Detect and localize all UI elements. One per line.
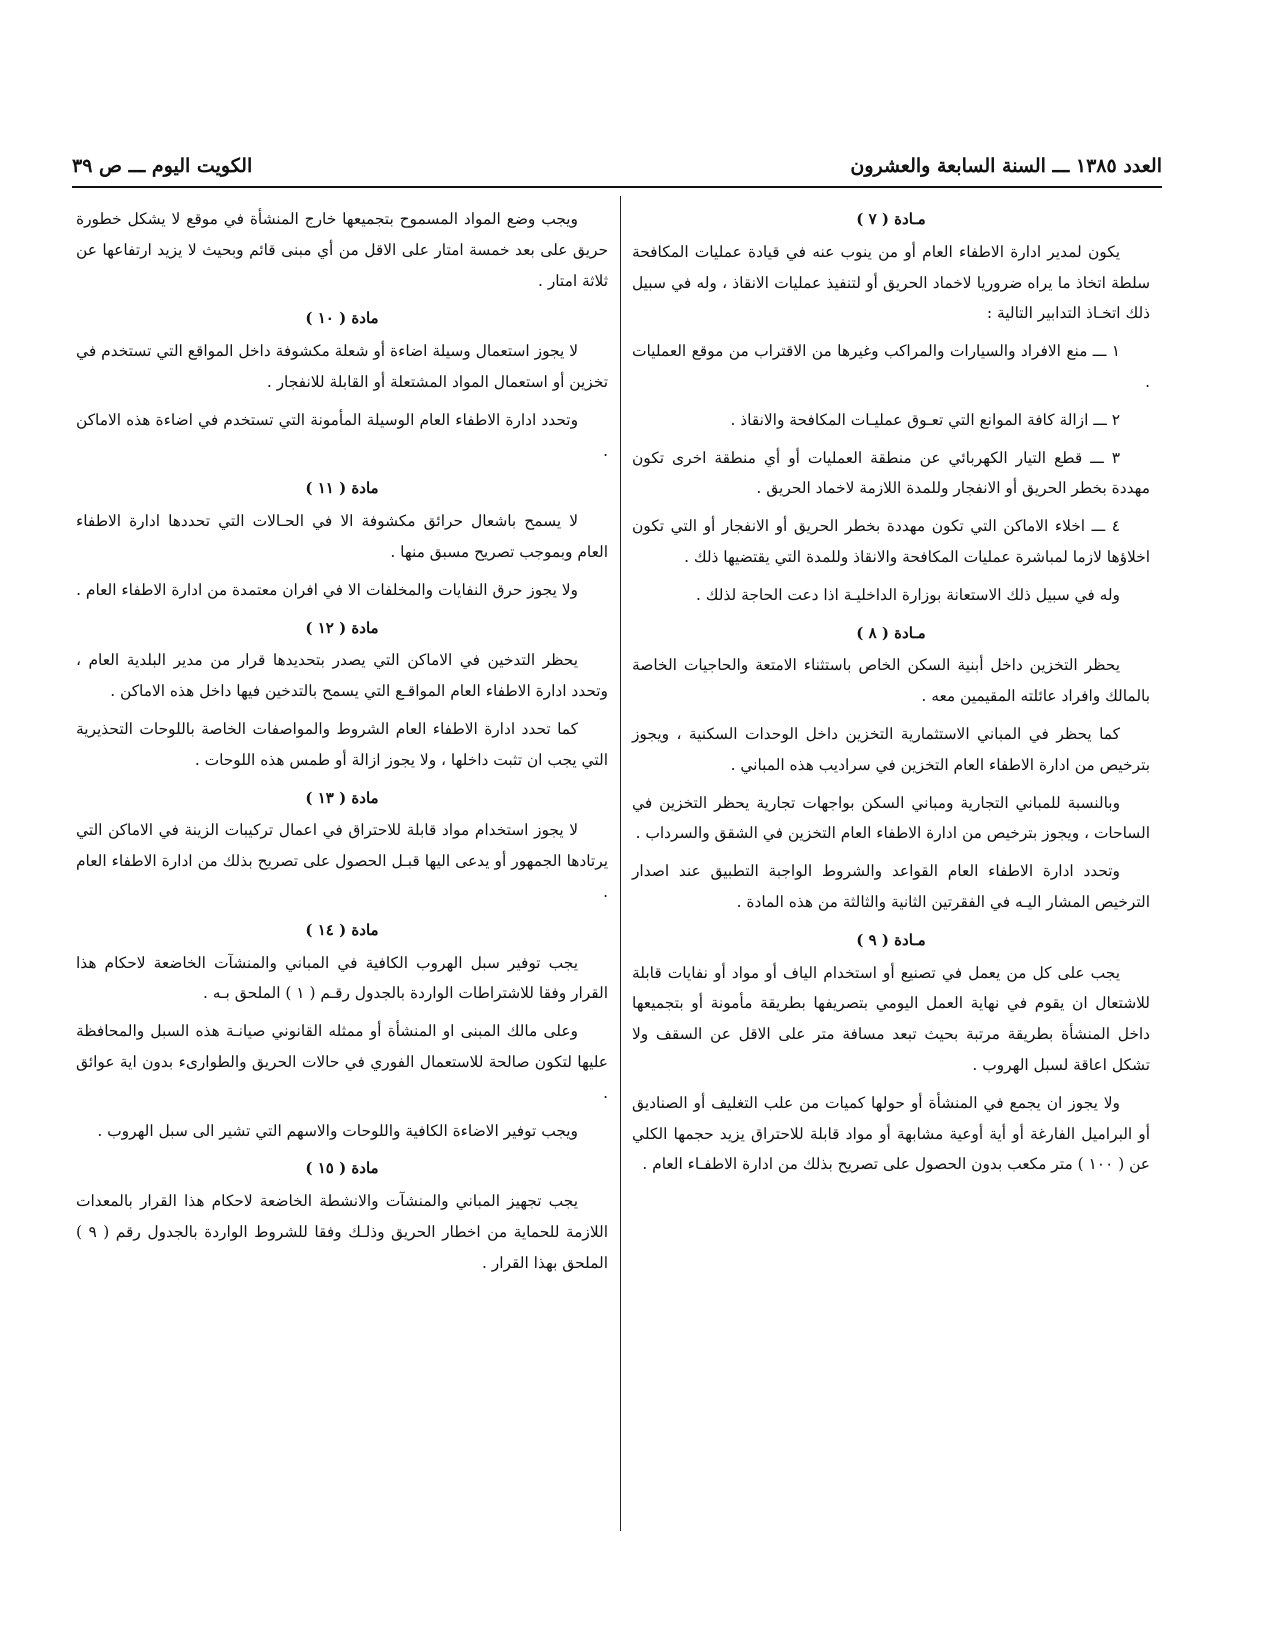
article-14-paragraph: وعلى مالك المبنى او المنشأة أو ممثله القانوني صيانـة هذه السبل والمحافظة عليها لتكون صالحة للاستعمال الفوري في حالات الحريق والطوارىء بدون اية عوائق .: [76, 1022, 608, 1102]
page-header: [72, 155, 1162, 189]
header-rule: [72, 186, 1162, 188]
article-12-paragraph: كما تحدد ادارة الاطفاء العام الشروط والمواصفات الخاصة باللوحات التحذيرية التي يجب ان تثبت داخلها ، ولا يجوز ازالة أو طمس هذه اللوحات .: [76, 719, 608, 769]
article-11-heading: مادة ( ١١ ): [305, 479, 379, 498]
article-14-heading: مادة ( ١٤ ): [305, 920, 379, 939]
article-11-paragraph: لا يسمح باشعال حرائق مكشوفة الا في الحـالات التي تحددها ادارة الاطفاء العام وبموجب تصريح مسبق منها .: [76, 512, 608, 561]
article-8-paragraph: كما يحظر في المباني الاستثمارية التخزين داخل الوحدات السكنية ، ويجوز بترخيص من ادارة الاطفاء العام التخزين في سراديب هذه المباني .: [632, 724, 1150, 774]
article-7-item-3: ٣ ـــ قطع التيار الكهربائي عن منطقة العمليات أو أي منطقة اخرى تكون مهددة بخطر الحريق أو الانفجار وللمدة اللازمة لاخماد الحريق .: [632, 448, 1150, 498]
article-8-heading: مـادة ( ٨ ): [856, 623, 926, 642]
right-column: [632, 204, 1150, 1187]
article-7-paragraph: وله في سبيل ذلك الاستعانة بوزارة الداخليـة اذا دعت الحاجة لذلك .: [696, 585, 1120, 604]
article-7-paragraph: يكون لمدير ادارة الاطفاء العام أو من ينوب عنه في قيادة عمليات المكافحة سلطة اتخاذ ما يراه ضروريا لاخماد الحريق أو لتنفيذ عمليات الانقاذ ، وله في سبيل ذلك اتخـاذ التدابير التالية :: [632, 242, 1150, 323]
issue-info: العدد ١٣٨٥ ـــ السنة السابعة والعشرون: [850, 155, 1162, 177]
article-14-paragraph: يجب توفير سبل الهروب الكافية في المباني والمنشآت الخاضعة لاحكام هذا القرار وفقا للاشتراطات الواردة بالجدول رقـم ( ١ ) الملحق بـه .: [76, 953, 608, 1003]
article-14-paragraph: ويجب توفير الاضاءة الكافية واللوحات والاسهم التي تشير الى سبل الهروب .: [97, 1121, 578, 1140]
article-10-heading: مادة ( ١٠ ): [305, 309, 379, 328]
article-10-paragraph: وتحدد ادارة الاطفاء العام الوسيلة المأمونة التي تستخدم في اضاءة هذه الاماكن .: [76, 410, 608, 460]
page-info: الكويت اليوم ـــ ص ٣٩: [72, 155, 253, 177]
article-13-paragraph: لا يجوز استخدام مواد قابلة للاحتراق في اعمال تركيبات الزينة في الاماكن التي يرتادها الجمهور أو يدعى اليها قبـل الحصول على تصريح بذلك من ادارة الاطفاء العام .: [76, 821, 608, 901]
article-8-paragraph: وبالنسبة للمباني التجارية ومباني السكن بواجهات تجارية يحظر التخزين في الساحات ، ويجوز بترخيص من ادارة الاطفاء العام التخزين في الشقق والسرداب .: [632, 793, 1150, 843]
article-8-paragraph: وتحدد ادارة الاطفاء العام القواعد والشروط الواجبة التطبيق عند اصدار الترخيص المشار اليـه في الفقرتين الثانية والثالثة من هذه المادة .: [632, 862, 1150, 911]
article-9-heading: مـادة ( ٩ ): [856, 930, 926, 949]
article-11-paragraph: ولا يجوز حرق النفايات والمخلفات الا في افران معتمدة من ادارة الاطفاء العام .: [76, 580, 578, 599]
article-8-paragraph: يحظر التخزين داخل أبنية السكن الخاص باستثناء الامتعة والحاجيات الخاصة بالمالك وافراد عائلته المقيمين معه .: [632, 656, 1150, 706]
article-10-paragraph: لا يجوز استعمال وسيلة اضاءة أو شعلة مكشوفة داخل المواقع التي تستخدم في تخزين أو استعمال المواد المشتعلة أو القابلة للانفجار .: [76, 342, 608, 391]
article-7-item-4: ٤ ـــ اخلاء الاماكن التي تكون مهددة بخطر الحريق أو الانفجار أو التي تكون اخلاؤها لازما لمباشرة عمليات المكافحة والانقاذ وللمدة التي يقتضيها ذلك .: [632, 517, 1150, 566]
article-9-paragraph: يجب على كل من يعمل في تصنيع أو استخدام الياف أو مواد أو نفايات قابلة للاشتعال ان يقوم في نهاية العمل اليومي بتصريفها بطريقة مأمونة أو بتجميعها داخل المنشأة بطريقة مرتبة بحيث تبعد مسافة متر على الاقل عن السقف ولا تشكل اعاقة لسبل الهروب .: [632, 963, 1150, 1074]
article-7-item-1: ١ ـــ منع الافراد والسيارات والمراكب وغيرها من الاقتراب من موقع العمليات .: [632, 342, 1150, 391]
article-13-heading: مادة ( ١٣ ): [305, 788, 379, 807]
article-9-paragraph: ولا يجوز ان يجمع في المنشأة أو حولها كميات من علب التغليف أو الصناديق أو البراميل الفارغة أو أية أوعية مشابهة أو مواد قابلة للاحتراق يزيد حجمها الكلي عن ( ١٠٠ ) متر مكعب بدون الحصول على تصريح بذلك من ادارة الاطفـاء العام .: [632, 1093, 1150, 1174]
article-15-heading: مادة ( ١٥ ): [305, 1159, 379, 1178]
article-7-heading: مـادة ( ٧ ): [856, 210, 926, 228]
article-15-paragraph: يجب تجهيز المباني والمنشآت والانشطة الخاضعة لاحكام هذا القرار بالمعدات اللازمة للحماية من اخطار الحريق وذلـك وفقا للشروط الواردة بالجدول رقم ( ٩ ) الملحق بهذا القرار .: [76, 1192, 608, 1272]
left-column: [76, 204, 608, 1286]
article-9-paragraph: ويجب وضع المواد المسموح بتجميعها خارج المنشأة في موقع لا يشكل خطورة حريق على بعد خمسة امتار على الاقل من أي مبنى قائم وبحيث لا يزيد ارتفاعها عن ثلاثة امتار .: [76, 210, 608, 290]
article-12-heading: مادة ( ١٢ ): [305, 618, 379, 637]
column-divider: [620, 196, 621, 1531]
article-7-item-2: ٢ ـــ ازالة كافة الموانع التي تعـوق عمليـات المكافحة والانقاذ .: [730, 410, 1120, 429]
article-12-paragraph: يحظر التدخين في الاماكن التي يصدر بتحديدها قرار من مدير البلدية العام ، وتحدد ادارة الاطفاء العام المواقـع التي يسمح بالتدخين فيها داخل هذه الاماكن .: [76, 651, 608, 701]
